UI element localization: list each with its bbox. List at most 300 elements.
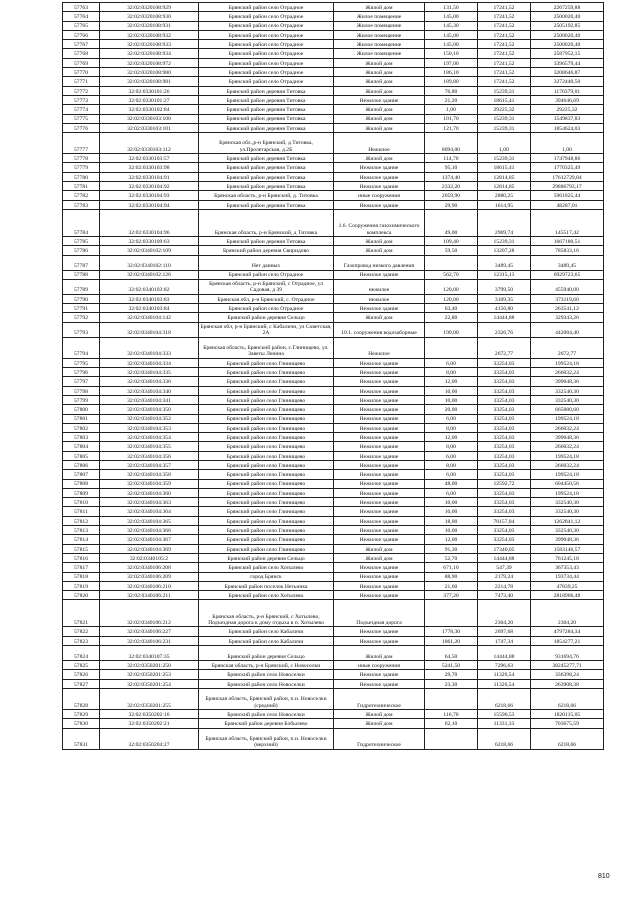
cadastral-value-cell: 29886793,17: [531, 182, 604, 191]
area-cell: 121,70: [425, 123, 478, 132]
row-number-cell: 57824: [63, 646, 100, 661]
specific-value-cell: 12315,13: [478, 270, 531, 279]
table-row: [63, 507, 604, 516]
area-cell: 562,70: [425, 270, 478, 279]
address-cell: Брянская обл.,р-н Брянский, д.Титовка, ул.Пролетарская, д.2Б: [199, 133, 334, 154]
row-number-cell: 57803: [63, 433, 100, 442]
object-name-cell: Нежилое здание: [334, 304, 425, 313]
object-name-cell: Нежилое здание: [334, 358, 425, 367]
row-number-cell: 57788: [63, 270, 100, 279]
specific-value-cell: 1747,34: [478, 636, 531, 645]
table-row: [63, 58, 604, 67]
specific-value-cell: 15239,31: [478, 86, 531, 95]
cadastral-number-cell: 32:02:0340102:126: [100, 270, 199, 279]
specific-value-cell: 33254,03: [478, 442, 531, 451]
cadastral-number-cell: 32:02:0340104:363: [100, 498, 199, 507]
row-number-cell: 57801: [63, 414, 100, 423]
cadastral-value-cell: 1747948,86: [531, 154, 604, 163]
cadastral-value-cell: 399048,36: [531, 433, 604, 442]
row-number-cell: 57774: [63, 105, 100, 114]
cadastral-number-cell: 32:02:0340105:2: [100, 553, 199, 562]
cadastral-number-cell: 32:02:0330109:63: [100, 236, 199, 245]
address-cell: Брянский район село Отрадное: [199, 21, 334, 30]
row-number-cell: 57763: [63, 3, 100, 12]
specific-value-cell: 4156,80: [478, 304, 531, 313]
row-number-cell: 57766: [63, 30, 100, 39]
address-cell: Брянский район село Новоселки: [199, 670, 334, 679]
address-cell: Брянский район село Глинищево: [199, 470, 334, 479]
table-row: [63, 516, 604, 525]
table-row: [63, 442, 604, 451]
row-number-cell: 57784: [63, 209, 100, 236]
table-row: [63, 304, 604, 313]
area-cell: 145,00: [425, 40, 478, 49]
cadastral-value-cell: 332540,30: [531, 498, 604, 507]
object-name-cell: Нежилое здание: [334, 636, 425, 645]
address-cell: Брянская область, Брянский район, п.н. Новоселки (средний): [199, 688, 334, 709]
object-name-cell: нежилое: [334, 279, 425, 294]
cadastral-value-cell: 399048,36: [531, 377, 604, 386]
table-row: [63, 636, 604, 645]
cadastral-value-cell: 1549837,83: [531, 114, 604, 123]
object-name-cell: Нежилое здание: [334, 488, 425, 497]
specific-value-cell: 7473,40: [478, 591, 531, 600]
area-cell: 63,40: [425, 304, 478, 313]
object-name-cell: Нежилое: [334, 337, 425, 358]
specific-value-cell: 2969,74: [478, 209, 531, 236]
specific-value-cell: 33254,03: [478, 395, 531, 404]
cadastral-number-cell: 32:02:0340104:350: [100, 405, 199, 414]
table-row: [63, 433, 604, 442]
cadastral-number-cell: 32:02:0350201:254: [100, 679, 199, 688]
row-number-cell: 57825: [63, 661, 100, 670]
object-name-cell: Жилой дом: [334, 3, 425, 12]
table-row: [63, 661, 604, 670]
area-cell: 120,00: [425, 294, 478, 303]
property-table: [62, 2, 604, 750]
object-name-cell: Жилой дом: [334, 114, 425, 123]
area-cell: 10,00: [425, 526, 478, 535]
object-name-cell: 1.6. Сооружения газохимического комплекса: [334, 209, 425, 236]
address-cell: Брянский район село Отрадное: [199, 68, 334, 77]
table-row: [63, 133, 604, 154]
table-row: [63, 535, 604, 544]
area-cell: 22,80: [425, 313, 478, 322]
table-row: [63, 460, 604, 469]
area-cell: 1061,20: [425, 636, 478, 645]
cadastral-number-cell: 32:02:0330103:100: [100, 114, 199, 123]
cadastral-number-cell: 32:02:0340104:336: [100, 377, 199, 386]
specific-value-cell: 29225,32: [478, 105, 531, 114]
cadastral-number-cell: 32:02:0330103:98: [100, 163, 199, 172]
object-name-cell: Нежилое здание: [334, 572, 425, 581]
row-number-cell: 57800: [63, 405, 100, 414]
row-number-cell: 57775: [63, 114, 100, 123]
specific-value-cell: 33254,03: [478, 488, 531, 497]
object-name-cell: Нежилое здание: [334, 563, 425, 572]
table-row: [63, 591, 604, 600]
row-number-cell: 57802: [63, 423, 100, 432]
table-row: [63, 526, 604, 535]
area-cell: [425, 337, 478, 358]
area-cell: 20,00: [425, 405, 478, 414]
cadastral-number-cell: 32:02:0320108:981: [100, 77, 199, 86]
area-cell: 10,00: [425, 395, 478, 404]
area-cell: 6,00: [425, 358, 478, 367]
area-cell: 29,70: [425, 670, 478, 679]
object-name-cell: Нежилое здание: [334, 368, 425, 377]
address-cell: Брянский район село Новоселки: [199, 709, 334, 718]
row-number-cell: 57830: [63, 719, 100, 728]
object-name-cell: Подъездная дорога: [334, 600, 425, 627]
specific-value-cell: 11331,33: [478, 719, 531, 728]
table-row: [63, 646, 604, 661]
specific-value-cell: 33254,03: [478, 460, 531, 469]
area-cell: 5241,50: [425, 661, 478, 670]
row-number-cell: 57792: [63, 313, 100, 322]
table-row: [63, 279, 604, 294]
specific-value-cell: 11326,54: [478, 670, 531, 679]
cadastral-number-cell: 32:02:0340106:231: [100, 636, 199, 645]
cadastral-number-cell: 32:02:0320108:931: [100, 21, 199, 30]
address-cell: Брянская область, р-н Брянский, с Отрадное, ул Садовая, д 39: [199, 279, 334, 294]
address-cell: Брянская область, р-н Брянский, д. Титовка: [199, 191, 334, 200]
address-cell: Брянский район село Глинищево: [199, 423, 334, 432]
table-row: [63, 86, 604, 95]
cadastral-value-cell: 785833,16: [531, 246, 604, 255]
object-name-cell: Нежилое здание: [334, 423, 425, 432]
table-row: [63, 77, 604, 86]
object-name-cell: Жилой дом: [334, 86, 425, 95]
cadastral-value-cell: 266032,24: [531, 423, 604, 432]
object-name-cell: Нежилое здание: [334, 535, 425, 544]
address-cell: Брянский район деревня Титовка: [199, 236, 334, 245]
cadastral-number-cell: 32:02:0350201:255: [100, 688, 199, 709]
address-cell: Брянский район село Отрадное: [199, 58, 334, 67]
table-row: [63, 670, 604, 679]
cadastral-value-cell: 1854277,21: [531, 636, 604, 645]
cadastral-number-cell: 32:02:0340104:335: [100, 368, 199, 377]
row-number-cell: 57808: [63, 479, 100, 488]
specific-value-cell: 33254,03: [478, 433, 531, 442]
address-cell: Брянский район деревня Титовка: [199, 200, 334, 209]
object-name-cell: Нежилое здание: [334, 386, 425, 395]
specific-value-cell: 15596,53: [478, 709, 531, 718]
object-name-cell: Гидротехническое: [334, 688, 425, 709]
area-cell: 62,10: [425, 719, 478, 728]
cadastral-value-cell: 193734,44: [531, 572, 604, 581]
table-row: [63, 553, 604, 562]
specific-value-cell: 15239,31: [478, 123, 531, 132]
area-cell: 145,30: [425, 21, 478, 30]
specific-value-cell: 15239,31: [478, 114, 531, 123]
table-row: [63, 236, 604, 245]
cadastral-value-cell: 5961825,44: [531, 191, 604, 200]
object-name-cell: Гидротехническое: [334, 728, 425, 749]
cadastral-value-cell: 6218,66: [531, 688, 604, 709]
object-name-cell: Нежилое здание: [334, 451, 425, 460]
row-number-cell: 57816: [63, 553, 100, 562]
object-name-cell: Жилое помещение: [334, 40, 425, 49]
specific-value-cell: 2697,68: [478, 627, 531, 636]
cadastral-value-cell: 442084,40: [531, 322, 604, 337]
cadastral-value-cell: 266032,24: [531, 368, 604, 377]
address-cell: Брянский район поселок Нетьинка: [199, 581, 334, 590]
address-cell: Брянский район село Отрадное: [199, 270, 334, 279]
cadastral-value-cell: 336398,24: [531, 670, 604, 679]
specific-value-cell: 33254,03: [478, 498, 531, 507]
specific-value-cell: 3109,35: [478, 294, 531, 303]
cadastral-value-cell: 2500020,40: [531, 12, 604, 21]
cadastral-number-cell: 32:02:0340104:352: [100, 414, 199, 423]
address-cell: Брянский район село Глинищево: [199, 368, 334, 377]
row-number-cell: 57819: [63, 581, 100, 590]
object-name-cell: иные сооружения: [334, 661, 425, 670]
table-row: [63, 679, 604, 688]
address-cell: Брянский район деревня Титовка: [199, 123, 334, 132]
area-cell: [425, 688, 478, 709]
row-number-cell: 57798: [63, 386, 100, 395]
address-cell: Брянский район деревня Титовка: [199, 86, 334, 95]
row-number-cell: 57809: [63, 488, 100, 497]
row-number-cell: 57823: [63, 636, 100, 645]
table-row: [63, 255, 604, 270]
table-row: [63, 470, 604, 479]
cadastral-value-cell: 394646,69: [531, 95, 604, 104]
row-number-cell: 57779: [63, 163, 100, 172]
specific-value-cell: 6218,66: [478, 688, 531, 709]
cadastral-value-cell: 332540,30: [531, 395, 604, 404]
specific-value-cell: 33254,03: [478, 386, 531, 395]
table-row: [63, 21, 604, 30]
cadastral-number-cell: 32:02:0340104:334: [100, 358, 199, 367]
table-row: [63, 719, 604, 728]
cadastral-value-cell: 455940,00: [531, 279, 604, 294]
cadastral-number-cell: 32:02:0340106:212: [100, 600, 199, 627]
specific-value-cell: 17241,52: [478, 21, 531, 30]
table-row: [63, 191, 604, 200]
table-row: [63, 123, 604, 132]
cadastral-value-cell: 263908,38: [531, 679, 604, 688]
row-number-cell: 57829: [63, 709, 100, 718]
row-number-cell: 57822: [63, 627, 100, 636]
cadastral-number-cell: 32:02:0340106:227: [100, 627, 199, 636]
row-number-cell: 57814: [63, 535, 100, 544]
cadastral-value-cell: 1583146,57: [531, 544, 604, 553]
address-cell: Брянский район село Глинищево: [199, 358, 334, 367]
cadastral-number-cell: 32:02:0320108:932: [100, 30, 199, 39]
address-cell: Брянский район деревня Титовка: [199, 95, 334, 104]
table-row: [63, 322, 604, 337]
object-name-cell: Нежилое здание: [334, 395, 425, 404]
object-name-cell: Жилой дом: [334, 646, 425, 661]
object-name-cell: Нежилое здание: [334, 507, 425, 516]
cadastral-number-cell: 32:02:0330102:84: [100, 105, 199, 114]
cadastral-number-cell: 32:02:0330103:112: [100, 133, 199, 154]
table-row: [63, 30, 604, 39]
cadastral-number-cell: 32:02:0340106:209: [100, 572, 199, 581]
cadastral-number-cell: 32:02:0320108:930: [100, 12, 199, 21]
object-name-cell: Нежилое здание: [334, 414, 425, 423]
object-name-cell: Жилой дом: [334, 105, 425, 114]
cadastral-number-cell: 32:02:0320108:934: [100, 49, 199, 58]
area-cell: 21,20: [425, 95, 478, 104]
object-name-cell: Нежилое здание: [334, 479, 425, 488]
area-cell: 8,00: [425, 368, 478, 377]
address-cell: Брянский район село Глинищево: [199, 377, 334, 386]
specific-value-cell: 17340,05: [478, 544, 531, 553]
cadastral-value-cell: 2672,77: [531, 337, 604, 358]
area-cell: 8,00: [425, 460, 478, 469]
cadastral-number-cell: 32:02:0340103:83: [100, 294, 199, 303]
cadastral-number-cell: 32:02:0340102:110: [100, 255, 199, 270]
table-row: [63, 368, 604, 377]
cadastral-number-cell: 32:02:0320108:929: [100, 3, 199, 12]
row-number-cell: 57768: [63, 49, 100, 58]
cadastral-number-cell: 32:02:0330103:57: [100, 154, 199, 163]
row-number-cell: 57785: [63, 236, 100, 245]
area-cell: 2059,90: [425, 191, 478, 200]
table-row: [63, 709, 604, 718]
row-number-cell: 57780: [63, 172, 100, 181]
cadastral-number-cell: 32:02:0340104:367: [100, 535, 199, 544]
area-cell: 10,00: [425, 498, 478, 507]
address-cell: Брянский район деревня Сельцо: [199, 313, 334, 322]
address-cell: Брянский район село Глинищево: [199, 535, 334, 544]
object-name-cell: Жилой дом: [334, 544, 425, 553]
table-row: [63, 395, 604, 404]
table-row: [63, 114, 604, 123]
area-cell: 21,60: [425, 581, 478, 590]
cadastral-number-cell: 32:02:0330104:91: [100, 172, 199, 181]
specific-value-cell: 13207,28: [478, 246, 531, 255]
cadastral-value-cell: 332540,30: [531, 507, 604, 516]
cadastral-value-cell: 199524,18: [531, 451, 604, 460]
area-cell: 150,10: [425, 49, 478, 58]
area-cell: 8,00: [425, 442, 478, 451]
table-row: [63, 563, 604, 572]
table-row: [63, 172, 604, 181]
row-number-cell: 57818: [63, 572, 100, 581]
area-cell: [425, 255, 478, 270]
specific-value-cell: 17241,52: [478, 40, 531, 49]
row-number-cell: 57815: [63, 544, 100, 553]
address-cell: Брянский район село Глинищево: [199, 544, 334, 553]
specific-value-cell: 33254,03: [478, 405, 531, 414]
specific-value-cell: 17241,52: [478, 77, 531, 86]
cadastral-value-cell: 3396579,44: [531, 58, 604, 67]
cadastral-value-cell: 6218,66: [531, 728, 604, 749]
cadastral-value-cell: 373119,60: [531, 294, 604, 303]
area-cell: 190,00: [425, 322, 478, 337]
cadastral-number-cell: 32:02:0340104:366: [100, 526, 199, 535]
row-number-cell: 57778: [63, 154, 100, 163]
area-cell: 2332,20: [425, 182, 478, 191]
row-number-cell: 57812: [63, 516, 100, 525]
area-cell: 12,00: [425, 433, 478, 442]
address-cell: Брянский район деревня Бобылево: [199, 719, 334, 728]
row-number-cell: 57773: [63, 95, 100, 104]
table-row: [63, 163, 604, 172]
specific-value-cell: 2304,20: [478, 600, 531, 627]
row-number-cell: 57765: [63, 21, 100, 30]
table-row: [63, 246, 604, 255]
table-row: [63, 600, 604, 627]
row-number-cell: 57795: [63, 358, 100, 367]
specific-value-cell: 7296,63: [478, 661, 531, 670]
table-row: [63, 40, 604, 49]
area-cell: 1374,40: [425, 172, 478, 181]
specific-value-cell: 33254,03: [478, 526, 531, 535]
cadastral-number-cell: 32:02:0330104:94: [100, 200, 199, 209]
address-cell: Брянский район село Кабаличи: [199, 627, 334, 636]
page-number: 810: [598, 873, 610, 880]
row-number-cell: 57781: [63, 182, 100, 191]
object-name-cell: Нежилое: [334, 133, 425, 154]
table-row: [63, 627, 604, 636]
row-number-cell: 57771: [63, 77, 100, 86]
table-row: [63, 488, 604, 497]
cadastral-value-cell: 332540,30: [531, 526, 604, 535]
row-number-cell: 57783: [63, 200, 100, 209]
cadastral-number-cell: 32:02:0340106:208: [100, 563, 199, 572]
address-cell: Брянская обл, р-н Брянский, с Кабаличи, ул Советская, 2А: [200, 323, 332, 337]
cadastral-value-cell: 38245277,71: [531, 661, 604, 670]
table-row: [63, 377, 604, 386]
specific-value-cell: 33254,03: [478, 507, 531, 516]
area-cell: 109,40: [425, 236, 478, 245]
specific-value-cell: 14444,88: [478, 553, 531, 562]
row-number-cell: 57831: [63, 728, 100, 749]
cadastral-value-cell: 931694,76: [531, 646, 604, 661]
cadastral-number-cell: 32:02:0340104:364: [100, 507, 199, 516]
row-number-cell: 57770: [63, 68, 100, 77]
area-cell: 145,00: [425, 12, 478, 21]
table-row: [63, 498, 604, 507]
table-row: [63, 581, 604, 590]
object-name-cell: Жилой дом: [334, 246, 425, 255]
specific-value-cell: 70157,84: [478, 516, 531, 525]
cadastral-number-cell: 32:02:0340102:109: [100, 246, 199, 255]
cadastral-value-cell: 1667180,51: [531, 236, 604, 245]
cadastral-number-cell: 32:02:0340104:369: [100, 544, 199, 553]
specific-value-cell: 12592,72: [478, 479, 531, 488]
specific-value-cell: 17241,52: [478, 49, 531, 58]
row-number-cell: 57804: [63, 442, 100, 451]
table-row: [63, 405, 604, 414]
object-name-cell: Жилое помещение: [334, 21, 425, 30]
specific-value-cell: 33254,03: [478, 535, 531, 544]
row-number-cell: 57791: [63, 304, 100, 313]
area-cell: 101,70: [425, 114, 478, 123]
address-cell: Брянский район село Глинищево: [199, 498, 334, 507]
row-number-cell: 57790: [63, 294, 100, 303]
specific-value-cell: 18615,41: [478, 163, 531, 172]
specific-value-cell: 11326,54: [478, 679, 531, 688]
object-name-cell: Жилой дом: [334, 154, 425, 163]
specific-value-cell: 2326,76: [478, 322, 531, 337]
specific-value-cell: 2179,24: [478, 572, 531, 581]
cadastral-number-cell: 32:02:0340104:357: [100, 460, 199, 469]
area-cell: 10,00: [425, 386, 478, 395]
cadastral-number-cell: 32:02:0340107:35: [100, 646, 199, 661]
specific-value-cell: 17241,52: [478, 12, 531, 21]
address-cell: Брянский район село Глинищево: [199, 488, 334, 497]
area-cell: 197,00: [425, 58, 478, 67]
object-name-cell: Нежилое здание: [334, 270, 425, 279]
object-name-cell: Нежилое здание: [334, 460, 425, 469]
area-cell: 12,00: [425, 535, 478, 544]
